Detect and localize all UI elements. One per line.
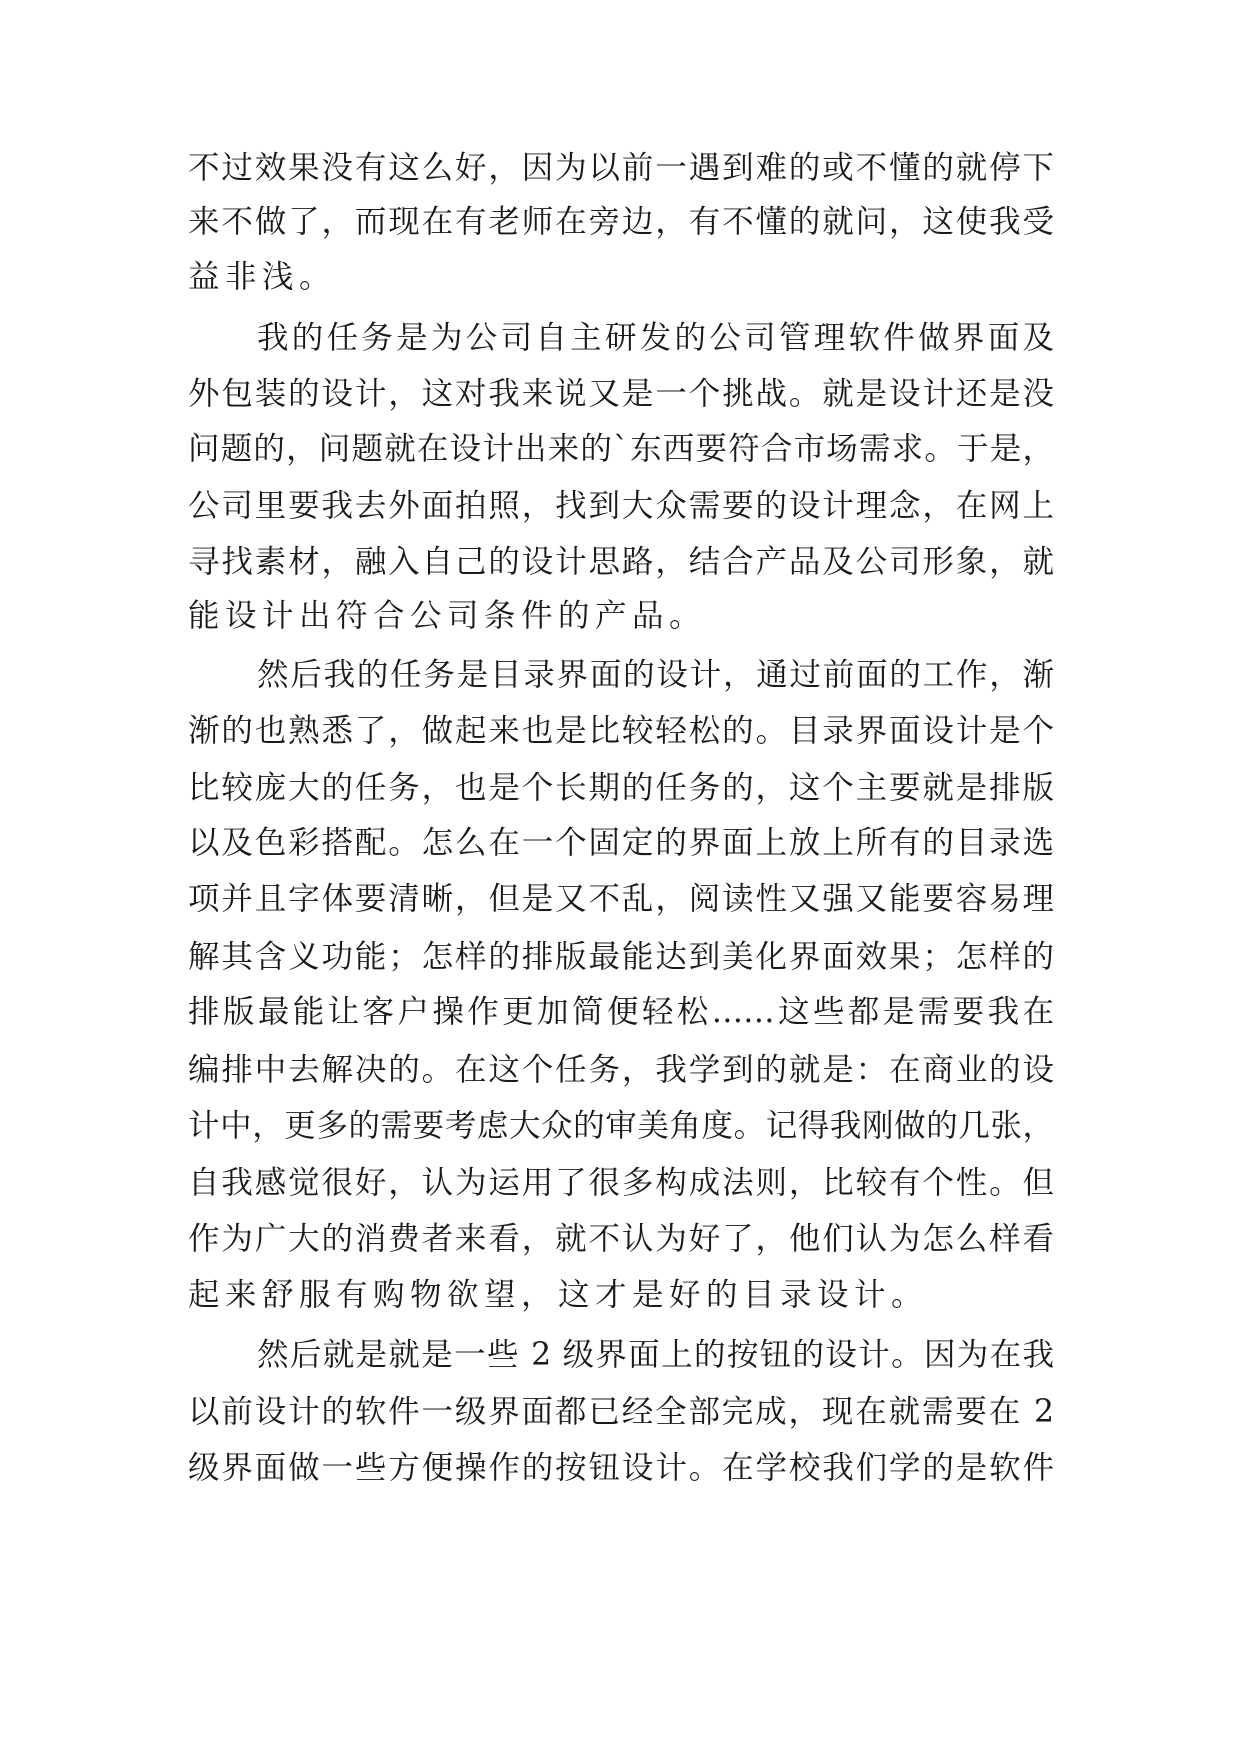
text-line: 问题的，问题就在设计出来的`东西要符合市场需求。于是，: [188, 431, 1054, 467]
paragraph-first-line: 我的任务是为公司自主研发的公司管理软件做界面及: [257, 320, 1054, 356]
text-line: 以及色彩搭配。怎么在一个固定的界面上放上所有的目录选: [188, 825, 1054, 861]
text-line: 自我感觉很好，认为运用了很多构成法则，比较有个性。但: [188, 1165, 1054, 1201]
text-line: 级界面做一些方便操作的按钮设计。在学校我们学的是软件: [188, 1450, 1054, 1486]
text-line: 能设计出符合公司条件的产品。: [188, 598, 707, 634]
text-line: 作为广大的消费者来看，就不认为好了，他们认为怎么样看: [188, 1221, 1054, 1257]
text-line: 公司里要我去外面拍照，找到大众需要的设计理念，在网上: [188, 488, 1054, 524]
text-line: 益非浅。: [188, 259, 337, 295]
text-line: 不过效果没有这么好，因为以前一遇到难的或不懂的就停下: [188, 150, 1054, 186]
text-line: 外包装的设计，这对我来说又是一个挑战。就是设计还是没: [188, 376, 1054, 412]
text-line: 渐的也熟悉了，做起来也是比较轻松的。目录界面设计是个: [188, 713, 1054, 749]
text-line: 寻找素材，融入自己的设计思路，结合产品及公司形象，就: [188, 544, 1054, 580]
text-line: 起来舒服有购物欲望，这才是好的目录设计。: [188, 1277, 929, 1313]
paragraph-first-line: 然后就是就是一些 2 级界面上的按钮的设计。因为在我: [257, 1337, 1054, 1373]
paragraph-first-line: 然后我的任务是目录界面的设计，通过前面的工作，渐: [257, 657, 1054, 693]
text-line: 编排中去解决的。在这个任务，我学到的就是：在商业的设: [188, 1052, 1054, 1088]
text-line: 比较庞大的任务，也是个长期的任务的，这个主要就是排版: [188, 770, 1054, 806]
text-line: 来不做了，而现在有老师在旁边，有不懂的就问，这使我受: [188, 204, 1054, 240]
text-line: 以前设计的软件一级界面都已经全部完成，现在就需要在 2: [188, 1394, 1054, 1430]
text-line: 排版最能让客户操作更加简便轻松……这些都是需要我在: [188, 994, 1054, 1030]
text-line: 解其含义功能；怎样的排版最能达到美化界面效果；怎样的: [188, 939, 1054, 975]
text-line: 计中，更多的需要考虑大众的审美角度。记得我刚做的几张，: [188, 1108, 1054, 1144]
text-line: 项并且字体要清晰，但是又不乱，阅读性又强又能要容易理: [188, 881, 1054, 917]
